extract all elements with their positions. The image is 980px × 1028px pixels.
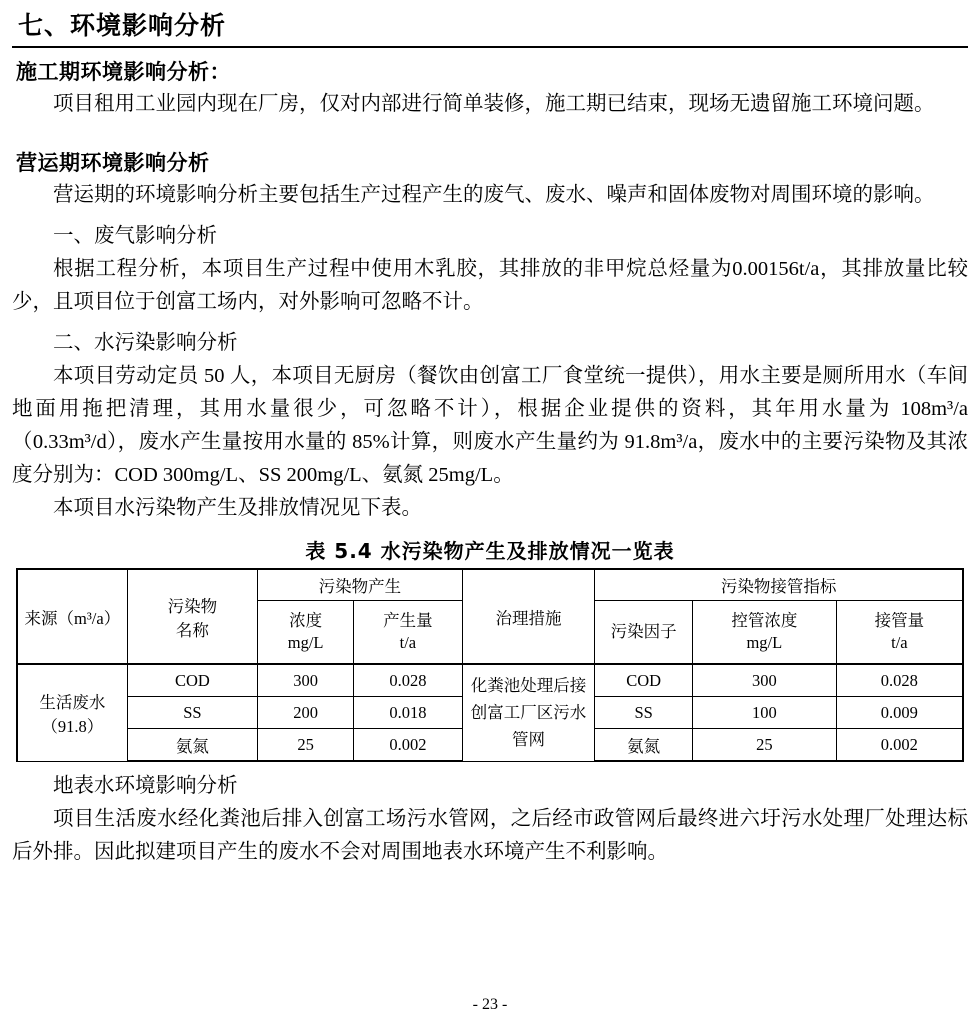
cell-pipe-amount: 0.009 — [836, 697, 963, 729]
title-divider — [12, 46, 968, 48]
header-source: 来源（m³/a） — [17, 569, 127, 664]
header-control-concentration-unit: mg/L — [746, 633, 783, 652]
cell-pipe-amount: 0.028 — [836, 664, 963, 697]
cell-measures-line2: 创富工厂区污水 — [470, 703, 587, 723]
header-concentration — [258, 601, 354, 665]
cell-measures-line1: 化粪池处理后接 — [470, 676, 587, 696]
table-row — [17, 664, 963, 697]
subheading-water-pollution: 二、水污染影响分析 — [53, 332, 238, 354]
paragraph-surface-water-1: 项目生活废水经化粪池后排入创富工场污水管网，之后经市政管网后最终进六圩污水处理厂处理达标后外排。因此拟建项目产生的废水不会对周围地表水环境产生不利影响。 — [12, 808, 968, 863]
cell-control-concentration: 100 — [692, 697, 836, 729]
cell-factor: 氨氮 — [595, 729, 693, 762]
cell-factor: SS — [595, 697, 693, 729]
cell-amount: 0.028 — [354, 664, 463, 697]
header-amount-label: 产生量 — [383, 611, 433, 630]
header-pollutant-name-line2: 名称 — [175, 620, 209, 640]
cell-pollutant-name: 氨氮 — [127, 729, 257, 762]
paragraph-construction-1: 项目租用工业园内现在厂房，仅对内部进行简单装修，施工期已结束，现场无遗留施工环境问题。 — [53, 93, 935, 115]
heading-construction-period: 施工期环境影响分析： — [16, 60, 231, 84]
subheading-waste-gas: 一、废气影响分析 — [53, 225, 217, 247]
header-control-concentration-label: 控管浓度 — [731, 611, 798, 630]
cell-pipe-amount: 0.002 — [836, 729, 963, 762]
header-pipe-amount-unit: t/a — [891, 633, 908, 652]
table-header-row-1 — [17, 569, 963, 601]
cell-control-concentration: 25 — [692, 729, 836, 762]
cell-source — [17, 664, 127, 761]
cell-amount: 0.018 — [354, 697, 463, 729]
cell-measures — [462, 664, 595, 761]
cell-concentration: 300 — [258, 664, 354, 697]
cell-source-line1: 生活废水 — [39, 692, 106, 712]
paragraph-waste-gas-1: 根据工程分析，本项目生产过程中使用木乳胶，其排放的非甲烷总烃量为0.00156t/a，其排放量比较少，且项目位于创富工场内，对外影响可忽略不计。 — [12, 258, 968, 313]
paragraph-water-pollution-1: 本项目劳动定员 50 人，本项目无厨房（餐饮由创富工厂食堂统一提供），用水主要是厕所用水（车间地面用拖把清理，其用水量很少，可忽略不计），根据企业提供的资料，其年用水量为 108m³/a（0.33m³/d），废水产生量按用水量的 85%计算，则废水产生量约为 91.8m³/a，废水中的主要污染物及其浓度分别为：COD 300mg/L、SS 200mg/L、氨氮 25mg/L。 — [12, 365, 968, 486]
header-measures: 治理措施 — [462, 569, 595, 664]
water-pollutant-table — [16, 568, 964, 762]
header-concentration-label: 浓度 — [289, 611, 323, 630]
cell-factor: COD — [595, 664, 693, 697]
header-concentration-unit: mg/L — [287, 633, 324, 652]
cell-control-concentration: 300 — [692, 664, 836, 697]
header-discharge-group: 污染物接管指标 — [595, 569, 963, 601]
cell-concentration: 25 — [258, 729, 354, 762]
header-pollutant-name-line1: 污染物 — [167, 596, 218, 616]
header-amount — [354, 601, 463, 665]
page-title: 七、环境影响分析 — [18, 11, 227, 40]
paragraph-operation-1: 营运期的环境影响分析主要包括生产过程产生的废气、废水、噪声和固体废物对周围环境的影响。 — [53, 184, 935, 206]
subheading-surface-water: 地表水环境影响分析 — [53, 775, 238, 797]
document-page — [0, 6, 980, 1028]
header-pollutant-name — [127, 569, 257, 664]
header-pipe-amount — [836, 601, 963, 665]
header-amount-unit: t/a — [399, 633, 417, 652]
paragraph-water-pollution-2: 本项目水污染物产生及排放情况见下表。 — [53, 497, 422, 519]
cell-concentration: 200 — [258, 697, 354, 729]
cell-measures-line3: 管网 — [511, 730, 545, 750]
table-caption: 表 5.4 水污染物产生及排放情况一览表 — [305, 539, 675, 563]
page-number: - 23 - — [472, 996, 508, 1013]
header-factor: 污染因子 — [595, 601, 693, 665]
cell-source-line2: （91.8） — [41, 716, 104, 736]
cell-pollutant-name: COD — [127, 664, 257, 697]
header-pipe-amount-label: 接管量 — [874, 611, 925, 630]
header-control-concentration — [692, 601, 836, 665]
header-generation-group: 污染物产生 — [258, 569, 463, 601]
heading-operation-period: 营运期环境影响分析 — [16, 151, 210, 175]
cell-pollutant-name: SS — [127, 697, 257, 729]
cell-amount: 0.002 — [354, 729, 463, 762]
